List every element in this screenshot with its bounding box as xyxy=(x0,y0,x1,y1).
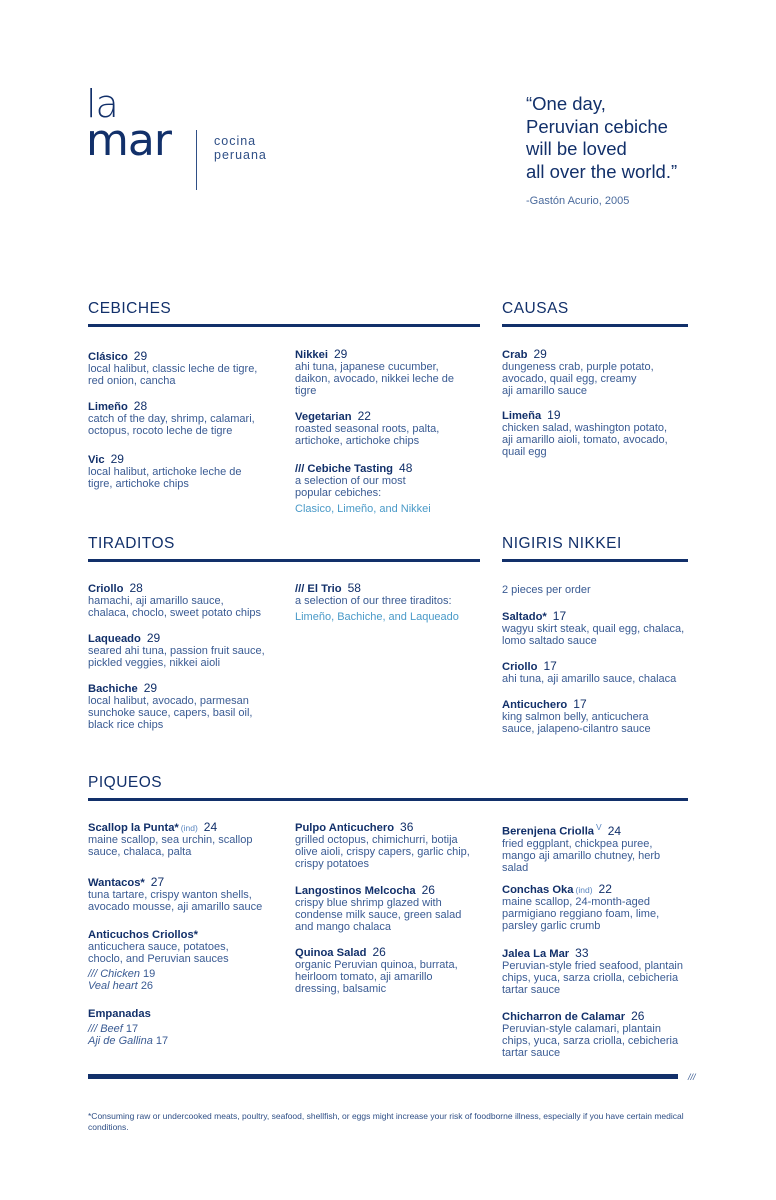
item-desc: king salmon belly, anticuchera xyxy=(502,711,649,723)
item-desc: aji amarillo aioli, tomato, avocado, xyxy=(502,434,668,446)
item-desc: olive aioli, crispy capers, garlic chip, xyxy=(295,846,470,858)
option-label: Veal heart xyxy=(88,980,138,992)
option-price: 17 xyxy=(125,1023,139,1035)
item-desc: tigre, artichoke chips xyxy=(88,478,189,490)
item-option xyxy=(88,1035,168,1047)
item-name: Wantacos* xyxy=(88,877,145,889)
logo-mar: mar xyxy=(86,115,171,166)
item-price: 33 xyxy=(575,946,589,960)
item-name: Saltado* xyxy=(502,611,547,623)
item-desc: crispy potatoes xyxy=(295,858,369,870)
item-desc: chips, yuca, sarza criolla, cebicheria xyxy=(502,972,679,984)
item-name: Empanadas xyxy=(88,1008,151,1020)
item-desc: fried eggplant, chickpea puree, xyxy=(502,837,653,850)
item-desc: tartar sauce xyxy=(502,984,561,996)
menu-item xyxy=(502,348,654,397)
section-title-nigiris: NIGIRIS NIKKEI xyxy=(502,535,622,552)
item-desc: anticuchera sauce, potatoes, xyxy=(88,941,229,953)
item-desc: daikon, avocado, nikkei leche de xyxy=(295,373,454,385)
option-price: 19 xyxy=(143,968,156,980)
item-price: 26 xyxy=(631,1009,645,1023)
item-desc: avocado mousse, aji amarillo sauce xyxy=(88,901,263,913)
item-desc: heirloom tomato, aji amarillo xyxy=(295,971,433,983)
item-desc: catch of the day, shrimp, calamari, xyxy=(88,413,255,425)
item-desc: quail egg xyxy=(502,446,547,458)
item-desc: grilled octopus, chimichurri, botija xyxy=(295,834,458,846)
item-price: 29 xyxy=(133,349,148,363)
section-note: 2 pieces per order xyxy=(502,584,591,596)
item-desc: hamachi, aji amarillo sauce, xyxy=(88,595,224,607)
item-desc: condense milk sauce, green salad xyxy=(295,909,462,921)
item-desc: parsley garlic crumb xyxy=(502,920,601,932)
item-desc: choclo, and Peruvian sauces xyxy=(88,953,229,965)
item-price: 22 xyxy=(598,882,612,896)
menu-item xyxy=(502,660,676,685)
item-desc: maine scallop, sea urchin, scallop xyxy=(88,834,253,846)
menu-item xyxy=(295,884,461,933)
item-name: Anticuchos Criollos* xyxy=(88,929,199,941)
menu-item xyxy=(502,947,683,996)
menu-item xyxy=(88,632,265,669)
logo-divider xyxy=(196,130,197,190)
item-price: 29 xyxy=(110,452,124,466)
item-desc: dressing, balsamic xyxy=(295,983,387,995)
item-desc: octopus, rocoto leche de tigre xyxy=(88,425,233,437)
item-price: 29 xyxy=(146,631,161,645)
item-desc: sunchoke sauce, capers, basil oil, xyxy=(88,707,253,719)
item-name: Limeño xyxy=(88,401,128,413)
item-name: Clásico xyxy=(88,351,128,363)
menu-item xyxy=(295,821,470,870)
menu-item xyxy=(88,453,241,490)
item-name: Conchas Oka xyxy=(502,884,574,896)
option-label: /// Beef xyxy=(88,1023,123,1035)
item-desc: sauce, jalapeno-cilantro sauce xyxy=(502,723,651,735)
section-rule xyxy=(88,798,688,801)
menu-item xyxy=(88,682,252,731)
item-price: 48 xyxy=(399,461,413,475)
section-rule xyxy=(88,559,480,562)
item-desc: chalaca, choclo, sweet potato chips xyxy=(88,607,262,619)
item-desc: tigre xyxy=(295,385,317,397)
item-name: Limeña xyxy=(502,410,542,422)
menu-item xyxy=(295,462,431,515)
item-name: Scallop la Punta* xyxy=(88,822,179,834)
item-desc: local halibut, avocado, parmesan xyxy=(88,695,249,707)
item-name: Crab xyxy=(502,349,528,361)
item-name: Chicharron de Calamar xyxy=(502,1011,626,1023)
option-label: /// Chicken xyxy=(88,968,140,980)
menu-item xyxy=(502,409,668,458)
item-desc: Limeño, Bachiche, and Laqueado xyxy=(295,611,459,623)
section-title-piqueos: PIQUEOS xyxy=(88,774,163,791)
item-desc: wagyu skirt steak, quail egg, chalaca, xyxy=(502,623,685,635)
item-name: Pulpo Anticuchero xyxy=(295,822,395,834)
footer-rule xyxy=(88,1074,678,1079)
item-price: 29 xyxy=(143,681,158,695)
item-desc: local halibut, artichoke leche de xyxy=(88,466,242,478)
item-price: 28 xyxy=(129,581,143,595)
item-name: /// Cebiche Tasting xyxy=(295,463,394,475)
item-option xyxy=(88,1023,168,1035)
option-price: 17 xyxy=(155,1035,169,1047)
menu-item xyxy=(295,946,458,995)
menu-item xyxy=(502,1010,678,1059)
item-desc: ahi tuna, aji amarillo sauce, chalaca xyxy=(502,673,677,685)
quote-attribution: -Gastón Acurio, 2005 xyxy=(526,195,630,207)
item-desc: red onion, cancha xyxy=(88,375,176,387)
item-price: 26 xyxy=(372,945,386,959)
footer-mark: /// xyxy=(688,1072,696,1082)
item-price: 29 xyxy=(533,347,547,361)
option-label: Aji de Gallina xyxy=(88,1035,153,1047)
item-price: 17 xyxy=(552,609,567,623)
item-name: Laqueado xyxy=(88,633,141,645)
item-price: 19 xyxy=(547,408,561,422)
menu-item xyxy=(502,610,684,647)
item-desc: seared ahi tuna, passion fruit sauce, xyxy=(88,645,265,657)
section-title-causas: CAUSAS xyxy=(502,300,569,317)
item-name: Quinoa Salad xyxy=(295,947,367,959)
item-name: /// El Trio xyxy=(295,583,342,595)
item-desc: avocado, quail egg, creamy xyxy=(502,373,637,385)
item-desc: Peruvian-style calamari, plantain xyxy=(502,1023,661,1035)
item-name: Criollo xyxy=(502,661,538,673)
item-price: 17 xyxy=(543,659,557,673)
item-tag: (ind) xyxy=(180,823,198,833)
item-desc: Peruvian-style fried seafood, plantain xyxy=(502,960,683,972)
item-desc: mango aji amarillo chutney, herb xyxy=(502,849,661,862)
item-desc: pickled veggies, nikkei aioli xyxy=(88,657,221,669)
section-title-cebiches: CEBICHES xyxy=(88,300,172,317)
menu-item xyxy=(88,929,229,992)
menu-item xyxy=(295,410,439,447)
quote-line: all over the world.” xyxy=(526,160,678,182)
quote xyxy=(526,93,677,183)
item-name: Bachiche xyxy=(88,683,138,695)
item-desc: a selection of our three tiraditos: xyxy=(295,595,452,607)
item-tag: (ind) xyxy=(575,885,593,895)
menu-item xyxy=(502,883,659,932)
item-option xyxy=(88,968,229,980)
item-name: Criollo xyxy=(88,583,124,595)
section-rule xyxy=(502,559,688,562)
item-desc: a selection of our most xyxy=(295,475,406,487)
item-option xyxy=(88,980,229,992)
section-rule xyxy=(88,324,480,327)
menu-item xyxy=(295,348,454,397)
item-price: 29 xyxy=(333,347,348,361)
item-name: Berenjena Criolla xyxy=(502,825,595,838)
item-desc: popular cebiches: xyxy=(295,487,382,499)
item-desc: maine scallop, 24-month-aged xyxy=(502,896,650,908)
quote-line: Peruvian cebiche xyxy=(526,115,668,137)
item-desc: crispy blue shrimp glazed with xyxy=(295,897,442,909)
menu-item xyxy=(88,400,255,437)
item-desc: local halibut, classic leche de tigre, xyxy=(88,363,258,375)
item-price: 17 xyxy=(573,697,587,711)
item-desc: and mango chalaca xyxy=(295,921,392,933)
logo-subtitle xyxy=(214,134,267,162)
item-desc: parmigiano reggiano foam, lime, xyxy=(502,908,660,920)
vegetarian-tag: V xyxy=(596,822,602,832)
menu-item xyxy=(88,582,261,619)
item-price: 28 xyxy=(133,399,148,413)
item-desc: chips, yuca, sarza criolla, cebicheria xyxy=(502,1035,679,1047)
quote-line: will be loved xyxy=(526,138,627,160)
item-desc: Clasico, Limeño, and Nikkei xyxy=(295,503,431,515)
item-desc: black rice chips xyxy=(88,719,164,731)
item-desc: tuna tartare, crispy wanton shells, xyxy=(88,889,252,901)
menu-item xyxy=(295,582,459,623)
item-price: 24 xyxy=(203,820,218,834)
item-desc: lomo saltado sauce xyxy=(502,635,597,647)
option-price: 26 xyxy=(140,980,154,992)
item-desc: organic Peruvian quinoa, burrata, xyxy=(295,959,458,971)
item-desc: salad xyxy=(502,861,529,874)
menu-item xyxy=(502,821,660,874)
item-name: Vegetarian xyxy=(295,411,352,423)
logo-subtitle-line2: peruana xyxy=(214,148,267,162)
item-name: Vic xyxy=(88,454,105,466)
item-desc: chicken salad, washington potato, xyxy=(502,422,668,434)
item-desc: roasted seasonal roots, palta, xyxy=(295,423,440,435)
quote-line: “One day, xyxy=(526,93,606,114)
item-name: Anticuchero xyxy=(502,699,568,711)
item-desc: ahi tuna, japanese cucumber, xyxy=(295,361,439,373)
item-price: 26 xyxy=(421,883,435,897)
item-price: 27 xyxy=(150,875,165,889)
item-name: Jalea La Mar xyxy=(502,948,570,960)
logo-subtitle-line1: cocina xyxy=(214,134,257,148)
item-name: Langostinos Melcocha xyxy=(295,885,416,897)
item-price: 58 xyxy=(347,581,361,595)
menu-item xyxy=(88,821,252,858)
item-price: 22 xyxy=(357,409,371,423)
menu-item xyxy=(88,876,262,913)
menu-item xyxy=(88,350,257,387)
item-desc: artichoke, artichoke chips xyxy=(295,435,420,447)
logo-la: la xyxy=(86,82,118,126)
section-rule xyxy=(502,324,688,327)
disclaimer: *Consuming raw or undercooked meats, poultry, seafood, shellfish, or eggs might increase your risk of foodborne illness, especially if you have certain medical conditions. xyxy=(88,1111,684,1132)
item-name: Nikkei xyxy=(295,349,328,361)
item-desc: tartar sauce xyxy=(502,1047,561,1059)
section-title-tiraditos: TIRADITOS xyxy=(88,535,175,552)
item-price: 36 xyxy=(400,820,414,834)
item-desc: aji amarillo sauce xyxy=(502,385,587,397)
menu-item xyxy=(88,1008,168,1047)
item-desc: sauce, chalaca, palta xyxy=(88,846,192,858)
item-price: 24 xyxy=(607,823,622,838)
item-desc: dungeness crab, purple potato, xyxy=(502,361,654,373)
menu-item xyxy=(502,698,651,735)
